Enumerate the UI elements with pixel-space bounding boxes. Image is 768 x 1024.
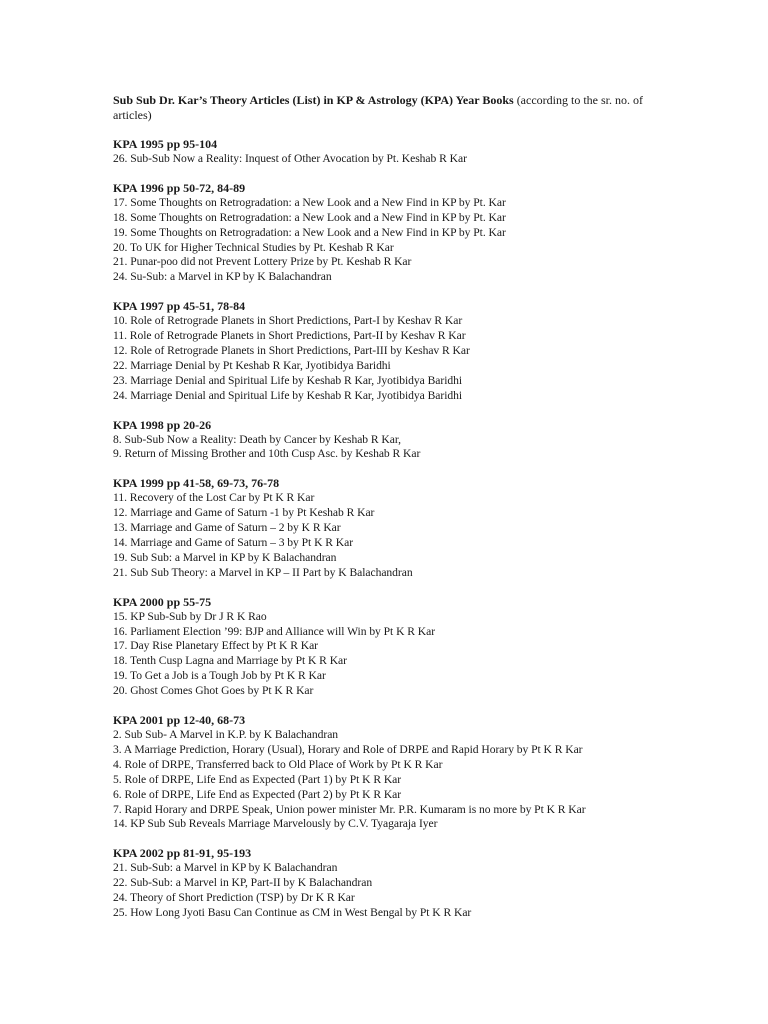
article-item: 11. Role of Retrograde Planets in Short Predictions, Part-II by Keshav R Kar (113, 329, 466, 343)
section (113, 137, 653, 167)
section (113, 476, 653, 580)
section-title: KPA 2000 pp 55-75 (113, 594, 212, 609)
article-item: 19. To Get a Job is a Tough Job by Pt K R Kar (113, 669, 326, 683)
article-item: 15. KP Sub-Sub by Dr J R K Rao (113, 609, 267, 623)
section (113, 846, 653, 921)
article-item: 24. Marriage Denial and Spiritual Life by Keshab R Kar, Jyotibidya Baridhi (113, 388, 463, 402)
section-title: KPA 1998 pp 20-26 (113, 417, 212, 432)
article-item: 12. Marriage and Game of Saturn -1 by Pt Keshab R Kar (113, 506, 375, 520)
section-title: KPA 2002 pp 81-91, 95-193 (113, 846, 252, 861)
article-item: 2. Sub Sub- A Marvel in K.P. by K Balachandran (113, 728, 339, 742)
section-title: KPA 1997 pp 45-51, 78-84 (113, 299, 246, 314)
article-item: 22. Sub-Sub: a Marvel in KP, Part-II by K Balachandran (113, 876, 373, 890)
article-item: 3. A Marriage Prediction, Horary (Usual), Horary and Role of DRPE and Rapid Horary by Pt K R Kar (113, 742, 583, 756)
article-item: 7. Rapid Horary and DRPE Speak, Union power minister Mr. P.R. Kumaram is no more by Pt K R Kar (113, 802, 586, 816)
article-item: 18. Tenth Cusp Lagna and Marriage by Pt K R Kar (113, 654, 347, 668)
article-item: 26. Sub-Sub Now a Reality: Inquest of Other Avocation by Pt. Keshab R Kar (113, 152, 467, 165)
article-item: 9. Return of Missing Brother and 10th Cusp Asc. by Keshab R Kar (113, 447, 421, 461)
article-item: 14. Marriage and Game of Saturn – 3 by Pt K R Kar (113, 536, 354, 550)
article-item: 14. KP Sub Sub Reveals Marriage Marvelously by C.V. Tyagaraja Iyer (113, 817, 438, 831)
document (113, 93, 653, 935)
section (113, 418, 653, 463)
article-item: 20. To UK for Higher Technical Studies by Pt. Keshab R Kar (113, 240, 394, 254)
article-item: 25. How Long Jyoti Basu Can Continue as CM in West Bengal by Pt K R Kar (113, 905, 472, 919)
article-item: 6. Role of DRPE, Life End as Expected (Part 2) by Pt K R Kar (113, 787, 402, 801)
article-item: 8. Sub-Sub Now a Reality: Death by Cancer by Keshab R Kar, (113, 432, 402, 446)
article-item: 11. Recovery of the Lost Car by Pt K R Kar (113, 491, 315, 505)
article-item: 16. Parliament Election ’99: BJP and Alliance will Win by Pt K R Kar (113, 624, 436, 638)
article-item: 24. Su-Sub: a Marvel in KP by K Balachandran (113, 270, 332, 284)
section-title: KPA 1995 pp 95-104 (113, 137, 218, 151)
article-item: 18. Some Thoughts on Retrogradation: a New Look and a New Find in KP by Pt. Kar (113, 210, 506, 224)
sections-list (113, 137, 653, 921)
article-item: 22. Marriage Denial by Pt Keshab R Kar, Jyotibidya Baridhi (113, 358, 391, 372)
section (113, 181, 653, 285)
document-title: Sub Sub Dr. Kar’s Theory Articles (List) in KP & Astrology (KPA) Year Books (113, 93, 514, 107)
article-item: 13. Marriage and Game of Saturn – 2 by K R Kar (113, 521, 341, 535)
section-title: KPA 2001 pp 12-40, 68-73 (113, 713, 246, 728)
article-item: 17. Some Thoughts on Retrogradation: a New Look and a New Find in KP by Pt. Kar (113, 195, 506, 209)
article-item: 17. Day Rise Planetary Effect by Pt K R Kar (113, 639, 318, 653)
document-header (113, 93, 653, 123)
article-item: 20. Ghost Comes Ghot Goes by Pt K R Kar (113, 684, 314, 698)
article-item: 23. Marriage Denial and Spiritual Life by Keshab R Kar, Jyotibidya Baridhi (113, 373, 463, 387)
section-title: KPA 1999 pp 41-58, 69-73, 76-78 (113, 476, 280, 491)
document-title-note: (according to the sr. no. of articles) (113, 93, 643, 122)
article-item: 21. Sub-Sub: a Marvel in KP by K Balachandran (113, 861, 338, 875)
article-item: 21. Sub Sub Theory: a Marvel in KP – II Part by K Balachandran (113, 565, 413, 579)
section (113, 595, 653, 699)
article-item: 12. Role of Retrograde Planets in Short Predictions, Part-III by Keshav R Kar (113, 344, 470, 358)
article-item: 5. Role of DRPE, Life End as Expected (Part 1) by Pt K R Kar (113, 772, 402, 786)
article-item: 4. Role of DRPE, Transferred back to Old Place of Work by Pt K R Kar (113, 757, 443, 771)
section (113, 713, 653, 832)
article-item: 24. Theory of Short Prediction (TSP) by Dr K R Kar (113, 891, 355, 905)
section-title: KPA 1996 pp 50-72, 84-89 (113, 180, 246, 195)
article-item: 21. Punar-poo did not Prevent Lottery Prize by Pt. Keshab R Kar (113, 255, 412, 269)
article-item: 19. Sub Sub: a Marvel in KP by K Balachandran (113, 550, 337, 564)
article-item: 10. Role of Retrograde Planets in Short Predictions, Part-I by Keshav R Kar (113, 314, 463, 328)
article-item: 19. Some Thoughts on Retrogradation: a New Look and a New Find in KP by Pt. Kar (113, 225, 506, 239)
section (113, 299, 653, 403)
